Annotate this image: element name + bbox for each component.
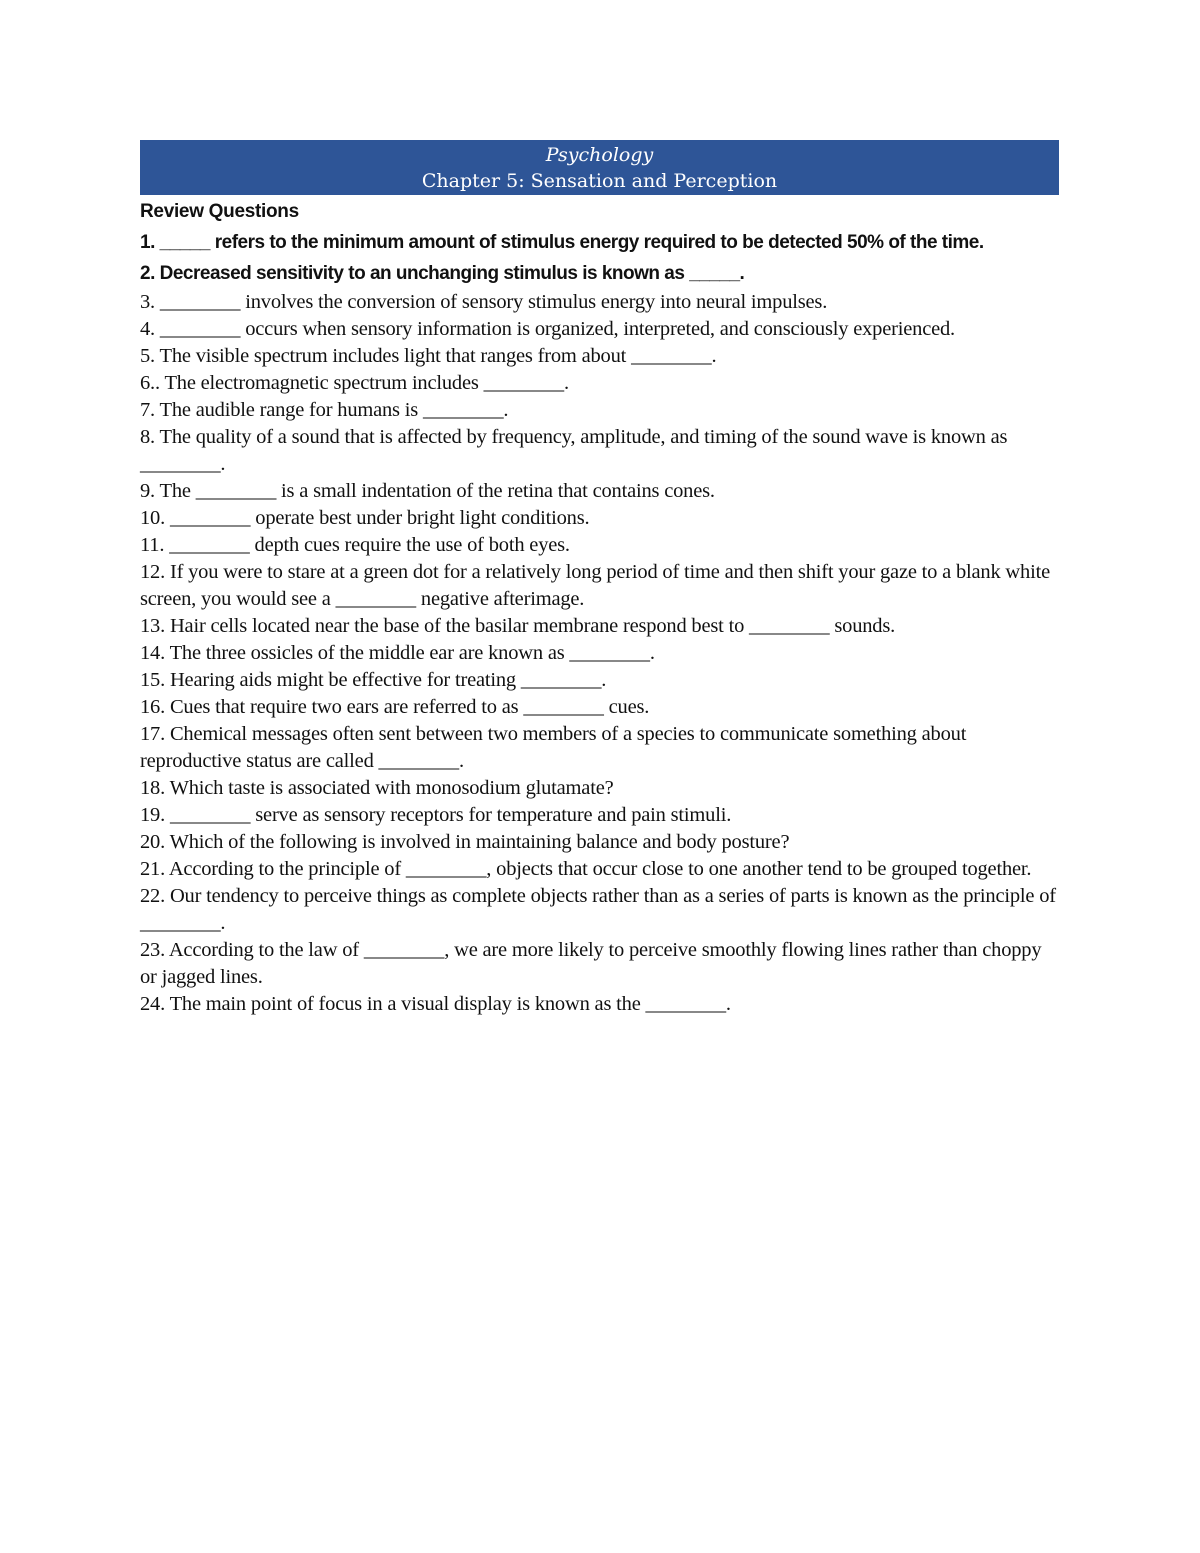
- question-23: 23. According to the law of ________, we are more likely to perceive smoothly flowing lines rather than choppy or jagged lines.: [140, 939, 1042, 988]
- question-9: 9. The ________ is a small indentation of the retina that contains cones.: [140, 480, 715, 502]
- section-heading: Review Questions: [140, 201, 299, 222]
- question-15: 15. Hearing aids might be effective for treating ________.: [140, 669, 607, 691]
- question-12: 12. If you were to stare at a green dot for a relatively long period of time and then shift your gaze to a blank white screen, you would see a ________ negative afterimage.: [140, 561, 1050, 610]
- question-8: 8. The quality of a sound that is affected by frequency, amplitude, and timing of the sound wave is known as ________.: [140, 426, 1008, 475]
- question-5: 5. The visible spectrum includes light that ranges from about ________.: [140, 345, 717, 367]
- question-4: 4. ________ occurs when sensory information is organized, interpreted, and consciously experienced.: [140, 318, 955, 340]
- question-16: 16. Cues that require two ears are referred to as ________ cues.: [140, 696, 650, 718]
- question-17: 17. Chemical messages often sent between two members of a species to communicate something about reproductive status are called ________.: [140, 723, 967, 772]
- question-24: 24. The main point of focus in a visual display is known as the ________.: [140, 993, 731, 1015]
- question-3: 3. ________ involves the conversion of sensory stimulus energy into neural impulses.: [140, 291, 828, 313]
- question-13: 13. Hair cells located near the base of the basilar membrane respond best to ________ sounds.: [140, 615, 896, 637]
- question-21: 21. According to the principle of ________, objects that occur close to one another tend to be grouped together.: [140, 858, 1032, 880]
- question-2: 2. Decreased sensitivity to an unchanging stimulus is known as _____.: [140, 263, 745, 284]
- question-19: 19. ________ serve as sensory receptors for temperature and pain stimuli.: [140, 804, 732, 826]
- question-1: 1. _____ refers to the minimum amount of stimulus energy required to be detected 50% of the time.: [140, 232, 984, 253]
- question-7: 7. The audible range for humans is ________.: [140, 399, 509, 421]
- question-14: 14. The three ossicles of the middle ear are known as ________.: [140, 642, 655, 664]
- questions-section: [140, 197, 1060, 1018]
- subject-title: Psychology: [545, 144, 654, 166]
- question-6: 6.. The electromagnetic spectrum includes ________.: [140, 372, 569, 394]
- question-20: 20. Which of the following is involved in maintaining balance and body posture?: [140, 831, 790, 853]
- question-18: 18. Which taste is associated with monosodium glutamate?: [140, 777, 614, 799]
- question-10: 10. ________ operate best under bright light conditions.: [140, 507, 590, 529]
- chapter-title: Chapter 5: Sensation and Perception: [421, 170, 778, 192]
- title-banner: [140, 140, 1059, 195]
- question-11: 11. ________ depth cues require the use of both eyes.: [140, 534, 570, 556]
- question-22: 22. Our tendency to perceive things as complete objects rather than as a series of parts is known as the principle of ________.: [140, 885, 1056, 934]
